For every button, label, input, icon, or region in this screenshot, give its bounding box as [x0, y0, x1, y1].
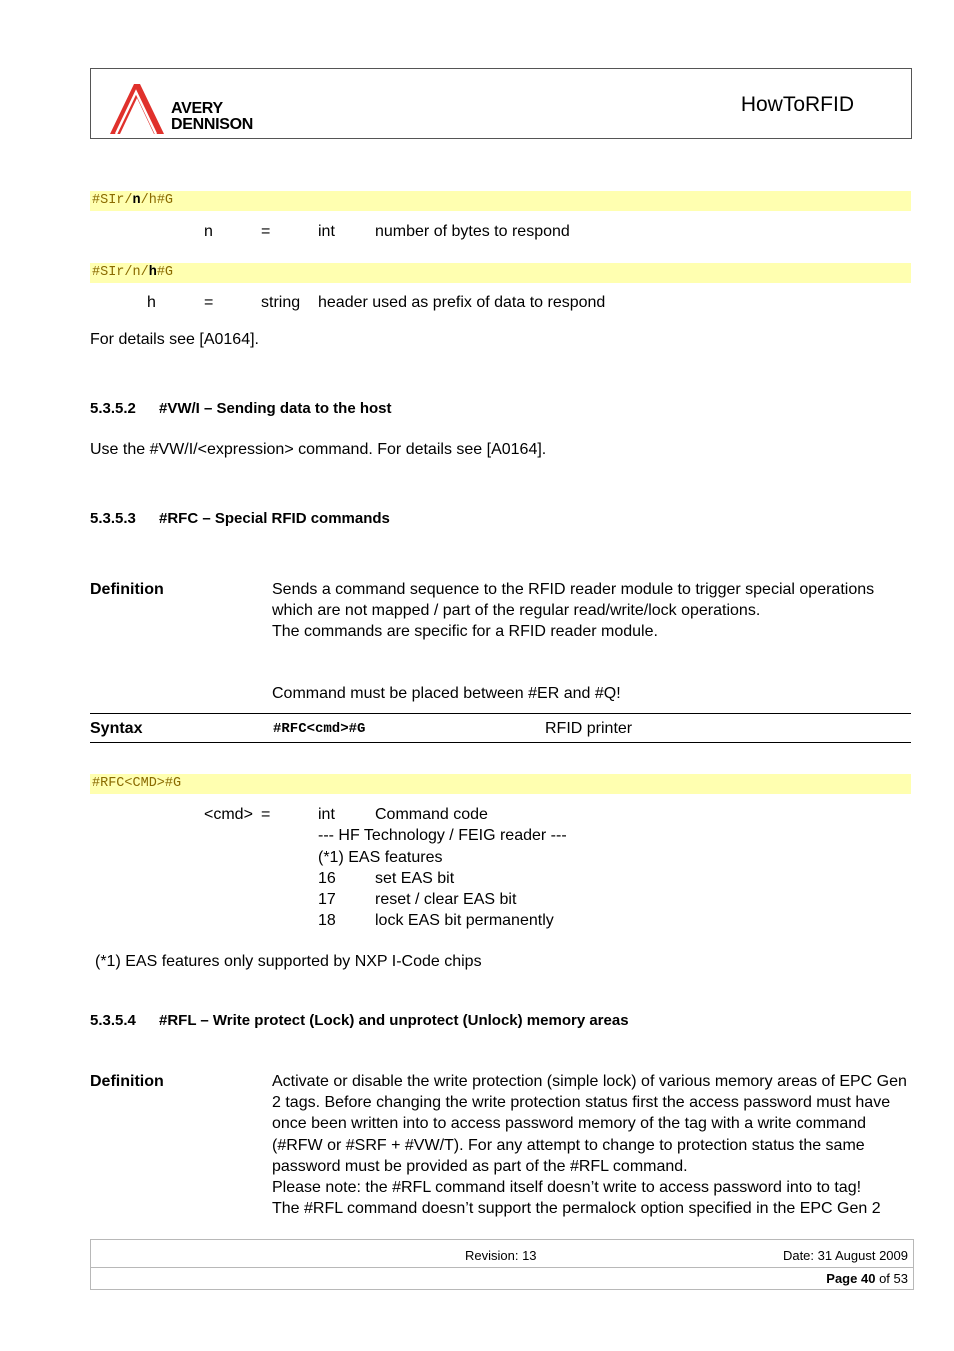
page-number	[826, 1271, 908, 1286]
page-header	[90, 68, 912, 139]
definition-note: Command must be placed between #ER and #Q!	[272, 685, 621, 702]
definition-line: The #RFL command doesn’t support the permalock option specified in the EPC Gen 2	[272, 1200, 881, 1217]
cmd-value-code: 17	[318, 891, 336, 908]
company-logo	[106, 80, 276, 136]
page-of: of 53	[879, 1271, 908, 1286]
page-label: Page	[826, 1271, 858, 1286]
page-num: 40	[860, 1271, 876, 1286]
code-suffix: #G	[156, 265, 174, 280]
definition-line: password must be provided as part of the #RFL command.	[272, 1158, 688, 1175]
definition-label: Definition	[90, 1073, 164, 1090]
code-bold: n	[132, 193, 141, 208]
code-prefix: #SIr/n/	[92, 265, 149, 280]
section-title-5352: #VW/I – Sending data to the host	[159, 400, 392, 417]
syntax-target: RFID printer	[545, 720, 633, 737]
cmd-name: <cmd>	[204, 806, 253, 823]
cmd-desc: Command code	[375, 806, 488, 823]
date: Date: 31 August 2009	[782, 1248, 908, 1263]
section-number-5354: 5.3.5.4	[90, 1012, 136, 1029]
param-desc: number of bytes to respond	[375, 223, 570, 240]
cmd-value-code: 16	[318, 870, 336, 887]
section-number-5352: 5.3.5.2	[90, 400, 136, 417]
section-text-5352: Use the #VW/I/<expression> command. For details see [A0164].	[90, 441, 547, 458]
definition-line: 2 tags. Before changing the write protection status first the access password must have	[272, 1094, 891, 1111]
param-desc: header used as prefix of data to respond	[318, 294, 606, 311]
definition-line: Sends a command sequence to the RFID reader module to trigger special operations	[272, 581, 875, 598]
footnote: (*1) EAS features only supported by NXP I-Code chips	[95, 953, 482, 970]
param-name: h	[147, 294, 156, 311]
logo-text-line1: AVERY	[171, 100, 223, 117]
definition-line: The commands are specific for a RFID reader module.	[272, 623, 658, 640]
syntax-label: Syntax	[90, 720, 143, 737]
footer-page-row	[91, 1267, 913, 1268]
syntax-top-rule	[90, 713, 911, 714]
document-title: HowToRFID	[740, 93, 854, 116]
param-type: int	[318, 223, 335, 240]
avery-dennison-a-logo-icon	[106, 80, 166, 136]
cmd-eq: =	[261, 806, 271, 823]
param-eq: =	[204, 294, 214, 311]
param-type: string	[261, 294, 301, 311]
definition-line: which are not mapped / part of the regular read/write/lock operations.	[272, 602, 761, 619]
definition-line: (#RFW or #SRF + #VW/T). For any attempt to change to protection status the same	[272, 1137, 865, 1154]
section-title-5354: #RFL – Write protect (Lock) and unprotect (Unlock) memory areas	[159, 1012, 629, 1029]
cmd-type: int	[318, 806, 335, 823]
syntax-bottom-rule	[90, 742, 911, 743]
cmd-value-desc: lock EAS bit permanently	[375, 912, 554, 929]
code-prefix: #SIr/	[92, 193, 133, 208]
revision: Revision: 13	[465, 1248, 537, 1263]
cmd-value-desc: reset / clear EAS bit	[375, 891, 517, 908]
cmd-feature: (*1) EAS features	[318, 849, 443, 866]
cmd-group: --- HF Technology / FEIG reader ---	[318, 827, 567, 844]
code-bar-h	[90, 263, 911, 283]
definition-line: Activate or disable the write protection (simple lock) of various memory areas of EPC Gen	[272, 1073, 907, 1090]
definition-line: once been written into to access password memory of the tag with a write command	[272, 1115, 867, 1132]
param-eq: =	[261, 223, 271, 240]
definition-label: Definition	[90, 581, 164, 598]
section-title-5353: #RFC – Special RFID commands	[159, 510, 390, 527]
param-name: n	[204, 223, 213, 240]
syntax-code: #RFC<cmd>#G	[273, 721, 366, 737]
section-number-5353: 5.3.5.3	[90, 510, 136, 527]
logo-text-line2: DENNISON	[171, 116, 254, 133]
definition-line: Please note: the #RFL command itself doesn’t write to access password into to tag!	[272, 1179, 862, 1196]
cmd-value-code: 18	[318, 912, 336, 929]
code-bar-n	[90, 191, 911, 211]
cmd-value-desc: set EAS bit	[375, 870, 455, 887]
page-footer	[90, 1239, 914, 1290]
code-bar-rfc: #RFC<CMD>#G	[90, 774, 911, 794]
code-bold: h	[148, 265, 157, 280]
details-text: For details see [A0164].	[90, 331, 259, 348]
code-suffix: /h#G	[140, 193, 174, 208]
